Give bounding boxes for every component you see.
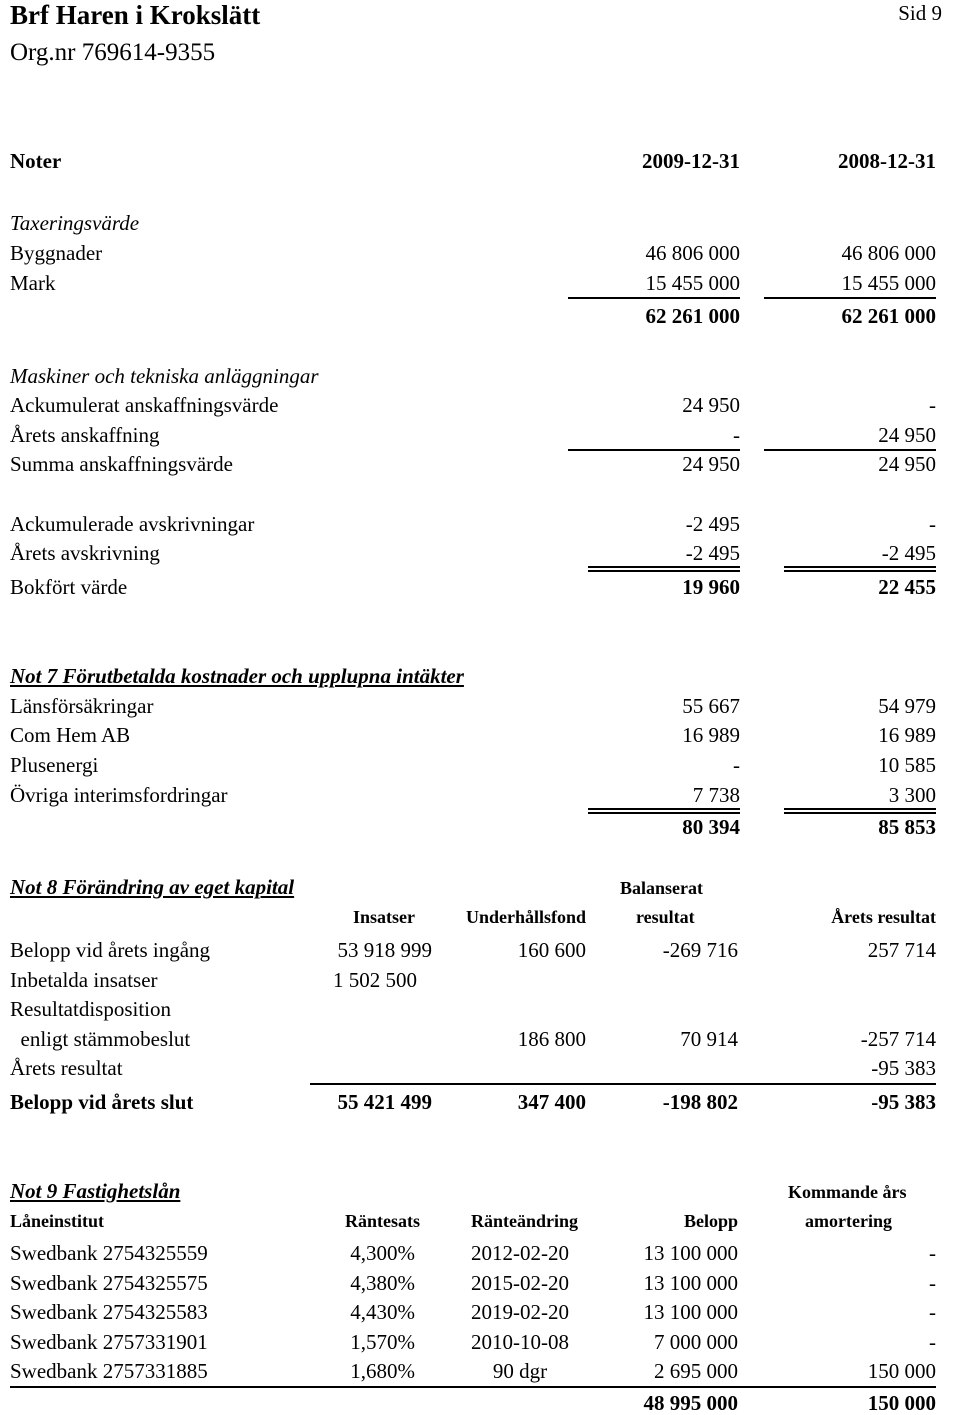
loan-total-amount: 48 995 000 (643, 1391, 738, 1415)
not7-row-label: Plusenergi (10, 753, 99, 777)
double-sum-line (784, 808, 936, 814)
maskiner-row-v1: -2 495 (685, 541, 740, 565)
taxering-title: Taxeringsvärde (10, 211, 140, 235)
loan-date: 90 dgr (492, 1359, 548, 1383)
maskiner-row-v1: 24 950 (682, 393, 740, 417)
not8-header-balanserat: Balanserat (620, 878, 703, 898)
maskiner-row-v2: - (929, 393, 936, 417)
maskiner-row-label: Årets avskrivning (10, 541, 160, 565)
loan-date: 2015-02-20 (471, 1271, 569, 1295)
not7-row-v1: - (733, 753, 740, 777)
taxering-row-v1: 46 806 000 (645, 241, 740, 265)
book-value-label: Bokfört värde (10, 575, 128, 599)
not9-header-rantandring: Ränteändring (470, 1211, 578, 1231)
not8-total-underhall: 347 400 (517, 1090, 586, 1114)
loan-rate: 4,430% (350, 1300, 415, 1324)
not8-row-underhall: 186 800 (517, 1027, 586, 1051)
not8-row-label: Belopp vid årets ingång (10, 938, 211, 962)
loan-rate: 4,300% (350, 1241, 415, 1265)
loan-amount: 2 695 000 (654, 1359, 738, 1383)
not8-row-label: Årets resultat (10, 1056, 123, 1080)
loan-institut: Swedbank 2757331885 (10, 1359, 208, 1383)
company-name: Brf Haren i Krokslätt (10, 0, 261, 30)
not7-total-v1: 80 394 (682, 815, 740, 839)
not7-row-v2: 3 300 (888, 783, 936, 807)
not8-total-insatser: 55 421 499 (337, 1090, 432, 1114)
loan-amount: 13 100 000 (643, 1300, 738, 1324)
not7-row-v1: 16 989 (682, 723, 740, 747)
col-header-2008: 2008-12-31 (838, 149, 936, 173)
not9-title: Not 9 Fastighetslån (10, 1179, 181, 1203)
not8-row-label: Inbetalda insatser (10, 968, 158, 992)
maskiner-row-v2: - (929, 512, 936, 536)
sum-line (568, 449, 740, 451)
not8-row-balanserat: -269 716 (662, 938, 738, 962)
not7-row-v1: 7 738 (692, 783, 740, 807)
not7-row-label: Övriga interimsfordringar (10, 783, 228, 807)
book-value-v2: 22 455 (878, 575, 936, 599)
not8-header-insatser: Insatser (353, 907, 415, 927)
loan-date: 2010-10-08 (471, 1330, 569, 1354)
taxering-total-v1: 62 261 000 (645, 304, 740, 328)
not9-header-rantesats: Räntesats (345, 1211, 420, 1231)
double-sum-line (784, 566, 936, 572)
loan-amort: 150 000 (867, 1359, 936, 1383)
sum-line (10, 1386, 936, 1388)
not7-row-v1: 55 667 (682, 694, 740, 718)
not7-row-v2: 54 979 (878, 694, 936, 718)
not8-total-arets: -95 383 (871, 1090, 936, 1114)
not8-row-arets: -95 383 (871, 1056, 936, 1080)
loan-institut: Swedbank 2757331901 (10, 1330, 208, 1354)
not8-row-label: enligt stämmobeslut (10, 1027, 191, 1051)
not7-title: Not 7 Förutbetalda kostnader och upplupna intäkter (10, 664, 464, 688)
not8-total-balanserat: -198 802 (662, 1090, 738, 1114)
loan-amount: 13 100 000 (643, 1271, 738, 1295)
double-sum-line (588, 808, 740, 814)
sum-line (764, 449, 936, 451)
loan-date: 2019-02-20 (471, 1300, 569, 1324)
not8-row-underhall: 160 600 (517, 938, 586, 962)
not8-row-balanserat: 70 914 (680, 1027, 738, 1051)
not8-row-insatser: 1 502 500 (333, 968, 417, 992)
taxering-row-v2: 15 455 000 (841, 271, 936, 295)
maskiner-row-v2: -2 495 (881, 541, 936, 565)
loan-amort: - (929, 1330, 936, 1354)
maskiner-row-label: Ackumulerat anskaffningsvärde (10, 393, 279, 417)
loan-amount: 13 100 000 (643, 1241, 738, 1265)
not8-header-resultat: resultat (636, 907, 695, 927)
loan-date: 2012-02-20 (471, 1241, 569, 1265)
maskiner-row-v2: 24 950 (878, 452, 936, 476)
not8-row-insatser: 53 918 999 (337, 938, 432, 962)
loan-institut: Swedbank 2754325583 (10, 1300, 208, 1324)
not9-header-amortering: amortering (805, 1211, 892, 1231)
not8-header-underhall: Underhållsfond (465, 907, 586, 927)
sum-line (310, 1083, 936, 1085)
col-header-2009: 2009-12-31 (642, 149, 740, 173)
taxering-row-label: Mark (10, 271, 56, 295)
sum-line (568, 297, 740, 299)
not8-row-arets: 257 714 (867, 938, 936, 962)
org-number: Org.nr 769614-9355 (10, 39, 216, 66)
not8-header-arets: Årets resultat (831, 907, 936, 927)
not8-total-label: Belopp vid årets slut (10, 1090, 194, 1114)
not8-row-label: Resultatdisposition (10, 997, 172, 1021)
page-number: Sid 9 (898, 1, 942, 25)
taxering-row-label: Byggnader (10, 241, 103, 265)
maskiner-row-v1: - (733, 423, 740, 447)
loan-institut: Swedbank 2754325575 (10, 1271, 208, 1295)
book-value-v1: 19 960 (682, 575, 740, 599)
taxering-row-v1: 15 455 000 (645, 271, 740, 295)
loan-amount: 7 000 000 (654, 1330, 738, 1354)
loan-amort: - (929, 1241, 936, 1265)
not8-title: Not 8 Förändring av eget kapital (10, 875, 295, 899)
taxering-total-v2: 62 261 000 (841, 304, 936, 328)
double-sum-line (588, 566, 740, 572)
loan-rate: 4,380% (350, 1271, 415, 1295)
loan-total-amort: 150 000 (867, 1391, 936, 1415)
maskiner-row-label: Årets anskaffning (10, 423, 160, 447)
not7-total-v2: 85 853 (878, 815, 936, 839)
loan-rate: 1,570% (350, 1330, 415, 1354)
maskiner-row-v1: 24 950 (682, 452, 740, 476)
not9-header-kommande: Kommande års (788, 1182, 907, 1202)
maskiner-title: Maskiner och tekniska anläggningar (10, 364, 319, 388)
maskiner-row-v2: 24 950 (878, 423, 936, 447)
not7-row-v2: 10 585 (878, 753, 936, 777)
maskiner-row-label: Summa anskaffningsvärde (10, 452, 233, 476)
not9-header-belopp: Belopp (683, 1211, 738, 1231)
sum-line (764, 297, 936, 299)
taxering-row-v2: 46 806 000 (841, 241, 936, 265)
not9-header-institut: Låneinstitut (10, 1211, 105, 1231)
not7-row-label: Com Hem AB (10, 723, 131, 747)
loan-amort: - (929, 1300, 936, 1324)
loan-institut: Swedbank 2754325559 (10, 1241, 208, 1265)
not8-row-arets: -257 714 (860, 1027, 936, 1051)
notes-title: Noter (10, 149, 62, 173)
loan-amort: - (929, 1271, 936, 1295)
maskiner-row-v1: -2 495 (685, 512, 740, 536)
not7-row-label: Länsförsäkringar (10, 694, 154, 718)
not7-row-v2: 16 989 (878, 723, 936, 747)
maskiner-row-label: Ackumulerade avskrivningar (10, 512, 255, 536)
loan-rate: 1,680% (350, 1359, 415, 1383)
